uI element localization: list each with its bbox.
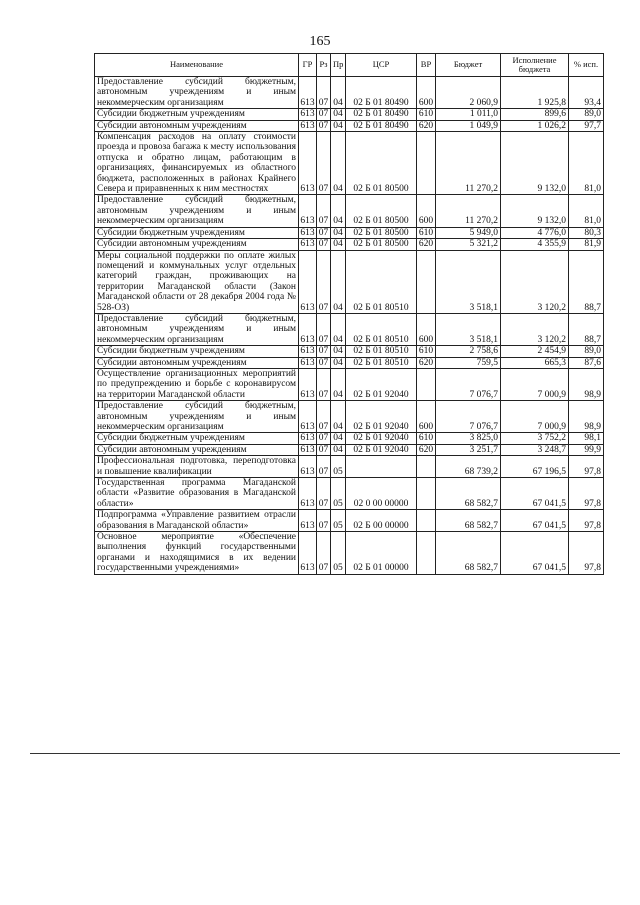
cell-vr: 610 (417, 109, 436, 120)
cell-budget: 5 321,2 (436, 239, 501, 250)
cell-pr: 04 (331, 227, 346, 238)
cell-vr (417, 456, 436, 478)
cell-name: Меры социальной поддержки по оплате жилых помещений и коммунальных услуг отдельных категорий граждан, проживающих на территории Магаданской области (Закон Магаданской области от 28 декабря 2004 года № 528-ОЗ) (95, 250, 299, 313)
cell-pr: 04 (331, 433, 346, 444)
cell-pct: 81,0 (569, 195, 604, 227)
cell-name: Осуществление организационных мероприятий по предупреждению и борьбе с коронавирусом на территории Магаданской области (95, 368, 299, 400)
table-row (95, 132, 604, 195)
cell-exec: 7 000,9 (501, 401, 569, 433)
cell-budget: 1 049,9 (436, 120, 501, 131)
cell-pct: 93,4 (569, 77, 604, 109)
cell-vr: 600 (417, 313, 436, 345)
cell-csr: 02 Б 01 80500 (346, 132, 417, 195)
cell-rz: 07 (317, 433, 331, 444)
table-row (95, 250, 604, 313)
cell-exec: 4 776,0 (501, 227, 569, 238)
cell-vr (417, 510, 436, 532)
cell-exec: 67 041,5 (501, 510, 569, 532)
cell-csr: 02 Б 01 80510 (346, 357, 417, 368)
cell-name: Субсидии автономным учреждениям (95, 444, 299, 455)
cell-budget: 3 518,1 (436, 313, 501, 345)
cell-exec: 9 132,0 (501, 132, 569, 195)
cell-pr: 04 (331, 77, 346, 109)
cell-name: Профессиональная подготовка, переподготовка и повышение квалификации (95, 456, 299, 478)
cell-csr (346, 456, 417, 478)
cell-csr: 02 Б 01 80490 (346, 77, 417, 109)
cell-pct: 98,9 (569, 368, 604, 400)
cell-gr: 613 (299, 132, 317, 195)
cell-csr: 02 Б 01 80500 (346, 227, 417, 238)
cell-rz: 07 (317, 444, 331, 455)
cell-vr: 620 (417, 120, 436, 131)
cell-budget: 68 582,7 (436, 510, 501, 532)
cell-exec: 899,6 (501, 109, 569, 120)
budget-table (94, 53, 604, 575)
cell-csr: 02 Б 00 00000 (346, 510, 417, 532)
cell-vr (417, 132, 436, 195)
table-row (95, 456, 604, 478)
table-row (95, 313, 604, 345)
cell-pr: 04 (331, 346, 346, 357)
cell-exec: 2 454,9 (501, 346, 569, 357)
cell-name: Субсидии бюджетным учреждениям (95, 227, 299, 238)
cell-pct: 88,7 (569, 313, 604, 345)
cell-budget: 3 518,1 (436, 250, 501, 313)
cell-csr: 02 0 00 00000 (346, 478, 417, 510)
cell-pr: 05 (331, 532, 346, 575)
cell-pr: 04 (331, 132, 346, 195)
table-row (95, 120, 604, 131)
cell-name: Субсидии бюджетным учреждениям (95, 346, 299, 357)
cell-rz: 07 (317, 532, 331, 575)
cell-vr: 620 (417, 357, 436, 368)
cell-pct: 97,8 (569, 532, 604, 575)
cell-vr (417, 478, 436, 510)
cell-rz: 07 (317, 346, 331, 357)
cell-budget: 2 758,6 (436, 346, 501, 357)
cell-vr: 610 (417, 227, 436, 238)
cell-pct: 97,7 (569, 120, 604, 131)
cell-name: Предоставление субсидий бюджетным, автономным учреждениям и иным некоммерческим организациям (95, 195, 299, 227)
cell-name: Подпрограмма «Управление развитием отрасли образования в Магаданской области» (95, 510, 299, 532)
cell-budget: 11 270,2 (436, 132, 501, 195)
cell-pr: 04 (331, 109, 346, 120)
cell-pr: 04 (331, 444, 346, 455)
cell-gr: 613 (299, 77, 317, 109)
cell-gr: 613 (299, 195, 317, 227)
cell-gr: 613 (299, 478, 317, 510)
cell-pct: 89,0 (569, 346, 604, 357)
cell-pct: 81,9 (569, 239, 604, 250)
cell-rz: 07 (317, 456, 331, 478)
cell-exec: 3 120,2 (501, 250, 569, 313)
cell-rz: 07 (317, 77, 331, 109)
cell-gr: 613 (299, 250, 317, 313)
cell-gr: 613 (299, 313, 317, 345)
cell-exec: 67 041,5 (501, 532, 569, 575)
cell-vr: 600 (417, 195, 436, 227)
cell-pct: 80,3 (569, 227, 604, 238)
cell-rz: 07 (317, 109, 331, 120)
table-row (95, 444, 604, 455)
cell-gr: 613 (300, 357, 315, 368)
cell-pr: 04 (331, 401, 346, 433)
cell-vr: 620 (417, 444, 436, 455)
cell-vr (417, 532, 436, 575)
cell-pct: 87,6 (569, 357, 604, 368)
cell-csr: 02 Б 01 80490 (346, 120, 417, 131)
cell-pct: 97,8 (569, 510, 604, 532)
cell-gr: 613 (300, 120, 315, 131)
cell-budget: 68 582,7 (436, 478, 501, 510)
cell-name: Субсидии автономным учреждениям (95, 239, 299, 250)
cell-name: Основное мероприятие «Обеспечение выполнения функций государственными органами и находящимися в их ведении государственными учреждениями» (95, 532, 299, 575)
cell-exec: 3 248,7 (501, 444, 569, 455)
cell-pr: 04 (331, 368, 346, 400)
cell-budget: 7 076,7 (436, 401, 501, 433)
cell-pr: 04 (331, 195, 346, 227)
table-header-row (95, 54, 604, 77)
cell-budget: 7 076,7 (436, 368, 501, 400)
cell-name: Государственная программа Магаданской области «Развитие образования в Магаданской области» (95, 478, 299, 510)
cell-csr: 02 Б 01 80510 (346, 313, 417, 345)
cell-csr: 02 Б 01 92040 (346, 433, 417, 444)
header-rz: Рз (317, 54, 331, 77)
cell-rz: 07 (317, 120, 331, 131)
cell-name: Компенсация расходов на оплату стоимости проезда и провоза багажа к месту использования отпуска и обратно лицам, работающим в организациях, финансируемых из областного бюджета, расположенных в районах Крайнего Севера и приравненных к ним местностях (95, 132, 299, 195)
cell-pct: 99,9 (569, 444, 604, 455)
cell-gr: 613 (300, 109, 315, 120)
cell-rz: 07 (317, 250, 331, 313)
cell-rz: 07 (317, 227, 331, 238)
cell-gr: 613 (299, 532, 317, 575)
cell-pct: 81,0 (569, 132, 604, 195)
cell-csr: 02 Б 01 80500 (346, 239, 417, 250)
cell-name: Предоставление субсидий бюджетным, автономным учреждениям и иным некоммерческим организациям (95, 401, 299, 433)
table-row (95, 239, 604, 250)
cell-rz: 07 (317, 368, 331, 400)
cell-exec: 7 000,9 (501, 368, 569, 400)
table-body (95, 77, 604, 575)
cell-exec: 665,3 (501, 357, 569, 368)
cell-name: Субсидии автономным учреждениям (95, 357, 299, 368)
cell-vr: 610 (417, 433, 436, 444)
cell-exec: 67 041,5 (501, 478, 569, 510)
header-csr: ЦСР (346, 54, 417, 77)
table-row (95, 401, 604, 433)
cell-csr: 02 Б 01 92040 (346, 368, 417, 400)
cell-csr: 02 Б 01 80490 (346, 109, 417, 120)
cell-rz: 07 (317, 478, 331, 510)
cell-rz: 07 (317, 239, 331, 250)
cell-gr: 613 (299, 368, 317, 400)
cell-exec: 3 120,2 (501, 313, 569, 345)
cell-csr: 02 Б 01 92040 (346, 444, 417, 455)
cell-exec: 3 752,2 (501, 433, 569, 444)
cell-budget: 68 582,7 (436, 532, 501, 575)
cell-rz: 07 (317, 357, 331, 368)
page-number: 165 (309, 34, 331, 49)
cell-gr: 613 (300, 433, 315, 444)
cell-rz: 07 (317, 510, 331, 532)
cell-gr: 613 (300, 239, 315, 250)
cell-gr: 613 (300, 444, 315, 455)
cell-pct: 88,7 (569, 250, 604, 313)
table-row (95, 510, 604, 532)
cell-pct: 98,1 (569, 433, 604, 444)
cell-vr: 600 (417, 77, 436, 109)
cell-vr: 610 (417, 346, 436, 357)
cell-gr: 613 (299, 510, 317, 532)
cell-vr: 600 (417, 401, 436, 433)
cell-pct: 98,9 (569, 401, 604, 433)
table-row (95, 227, 604, 238)
table-row (95, 195, 604, 227)
table-row (95, 357, 604, 368)
table-row (95, 532, 604, 575)
cell-name: Субсидии бюджетным учреждениям (95, 433, 299, 444)
cell-name: Предоставление субсидий бюджетным, автономным учреждениям и иным некоммерческим организациям (95, 313, 299, 345)
header-vr: ВР (417, 54, 436, 77)
cell-budget: 3 825,0 (436, 433, 501, 444)
cell-gr: 613 (300, 346, 315, 357)
header-budget: Бюджет (436, 54, 501, 77)
cell-budget: 68 739,2 (436, 456, 501, 478)
table-row (95, 346, 604, 357)
header-gr: ГР (299, 54, 317, 77)
table-row (95, 77, 604, 109)
cell-name: Субсидии бюджетным учреждениям (95, 109, 299, 120)
cell-exec: 4 355,9 (501, 239, 569, 250)
cell-csr: 02 Б 01 80500 (346, 195, 417, 227)
header-name: Наименование (95, 54, 299, 77)
table-row (95, 478, 604, 510)
cell-gr: 613 (299, 401, 317, 433)
cell-gr: 613 (299, 456, 317, 478)
cell-budget: 3 251,7 (436, 444, 501, 455)
cell-exec: 67 196,5 (501, 456, 569, 478)
header-pr: Пр (331, 54, 346, 77)
cell-pct: 97,8 (569, 478, 604, 510)
cell-vr (417, 368, 436, 400)
cell-pr: 04 (331, 357, 346, 368)
cell-vr (417, 250, 436, 313)
cell-pr: 05 (331, 510, 346, 532)
cell-pr: 05 (331, 456, 346, 478)
bottom-divider (30, 753, 620, 754)
cell-name: Субсидии автономным учреждениям (95, 120, 299, 131)
cell-vr: 620 (417, 239, 436, 250)
cell-rz: 07 (317, 401, 331, 433)
cell-pr: 04 (331, 120, 346, 131)
cell-exec: 9 132,0 (501, 195, 569, 227)
cell-gr: 613 (300, 227, 315, 238)
cell-budget: 11 270,2 (436, 195, 501, 227)
cell-pr: 04 (331, 313, 346, 345)
cell-pr: 05 (331, 478, 346, 510)
cell-name: Предоставление субсидий бюджетным, автономным учреждениям и иным некоммерческим организациям (95, 77, 299, 109)
cell-rz: 07 (317, 313, 331, 345)
cell-pct: 97,8 (569, 456, 604, 478)
cell-budget: 1 011,0 (436, 109, 501, 120)
cell-pr: 04 (331, 239, 346, 250)
cell-pr: 04 (331, 250, 346, 313)
table-row (95, 109, 604, 120)
cell-exec: 1 026,2 (501, 120, 569, 131)
table-row (95, 433, 604, 444)
cell-rz: 07 (317, 132, 331, 195)
cell-pct: 89,0 (569, 109, 604, 120)
cell-exec: 1 925,8 (501, 77, 569, 109)
cell-budget: 5 949,0 (436, 227, 501, 238)
cell-csr: 02 Б 01 00000 (346, 532, 417, 575)
header-execution: Исполнение бюджета (501, 54, 569, 77)
cell-csr: 02 Б 01 80510 (346, 346, 417, 357)
table-row (95, 368, 604, 400)
cell-rz: 07 (317, 195, 331, 227)
header-percent: % исп. (569, 54, 604, 77)
cell-budget: 759,5 (436, 357, 501, 368)
cell-budget: 2 060,9 (436, 77, 501, 109)
cell-csr: 02 Б 01 92040 (346, 401, 417, 433)
cell-csr: 02 Б 01 80510 (346, 250, 417, 313)
